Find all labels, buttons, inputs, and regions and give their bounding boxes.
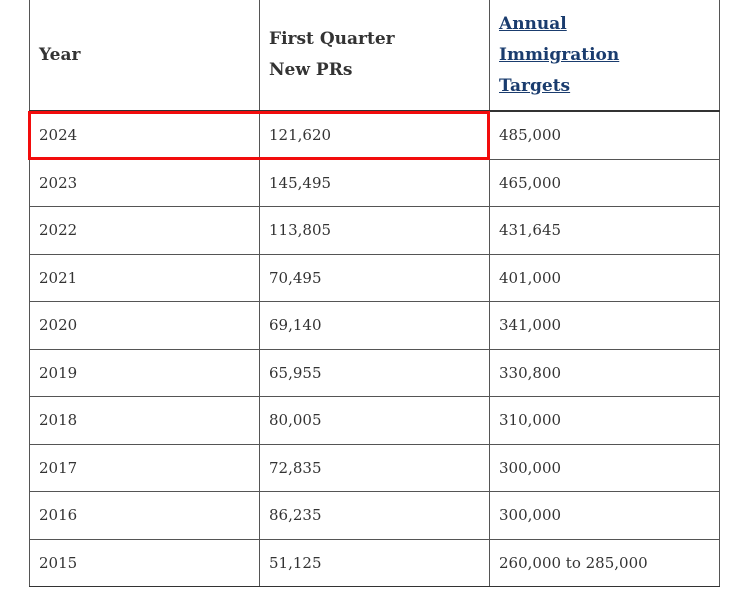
table-row (30, 397, 720, 445)
cell-year: 2023 (30, 159, 260, 207)
cell-first-quarter: 65,955 (260, 349, 490, 397)
cell-year: 2017 (30, 444, 260, 492)
cell-first-quarter: 121,620 (260, 111, 490, 159)
cell-year: 2024 (30, 111, 260, 159)
header-annual-targets (490, 0, 720, 111)
cell-target: 260,000 to 285,000 (490, 539, 720, 587)
header-first-quarter-line1: First Quarter (269, 29, 395, 49)
cell-first-quarter: 70,495 (260, 254, 490, 302)
table-row (30, 539, 720, 587)
cell-first-quarter: 51,125 (260, 539, 490, 587)
cell-year: 2018 (30, 397, 260, 445)
table-header-row (30, 0, 720, 111)
immigration-table (29, 0, 720, 587)
cell-year: 2022 (30, 207, 260, 255)
cell-target: 330,800 (490, 349, 720, 397)
table-row (30, 349, 720, 397)
cell-target: 300,000 (490, 444, 720, 492)
cell-year: 2015 (30, 539, 260, 587)
table-row (30, 444, 720, 492)
table-row (30, 302, 720, 350)
cell-first-quarter: 113,805 (260, 207, 490, 255)
cell-first-quarter: 80,005 (260, 397, 490, 445)
annual-immigration-targets-link[interactable] (499, 14, 619, 96)
cell-target: 341,000 (490, 302, 720, 350)
header-year-label: Year (39, 44, 81, 65)
targets-link-line2[interactable]: Immigration (499, 44, 620, 65)
cell-first-quarter: 72,835 (260, 444, 490, 492)
table-row (30, 254, 720, 302)
cell-target: 465,000 (490, 159, 720, 207)
cell-year: 2021 (30, 254, 260, 302)
cell-target: 310,000 (490, 397, 720, 445)
header-first-quarter-line2: New PRs (269, 60, 353, 80)
header-year (30, 0, 260, 111)
cell-year: 2020 (30, 302, 260, 350)
cell-target: 431,645 (490, 207, 720, 255)
table-row (30, 207, 720, 255)
cell-target: 300,000 (490, 492, 720, 540)
table-row (30, 111, 720, 159)
cell-year: 2019 (30, 349, 260, 397)
targets-link-line1[interactable]: Annual (499, 13, 567, 34)
cell-first-quarter: 86,235 (260, 492, 490, 540)
cell-target: 485,000 (490, 111, 720, 159)
cell-first-quarter: 69,140 (260, 302, 490, 350)
cell-year: 2016 (30, 492, 260, 540)
header-first-quarter (260, 0, 490, 111)
table-row (30, 492, 720, 540)
cell-first-quarter: 145,495 (260, 159, 490, 207)
cell-target: 401,000 (490, 254, 720, 302)
table-row (30, 159, 720, 207)
targets-link-line3[interactable]: Targets (499, 75, 571, 96)
